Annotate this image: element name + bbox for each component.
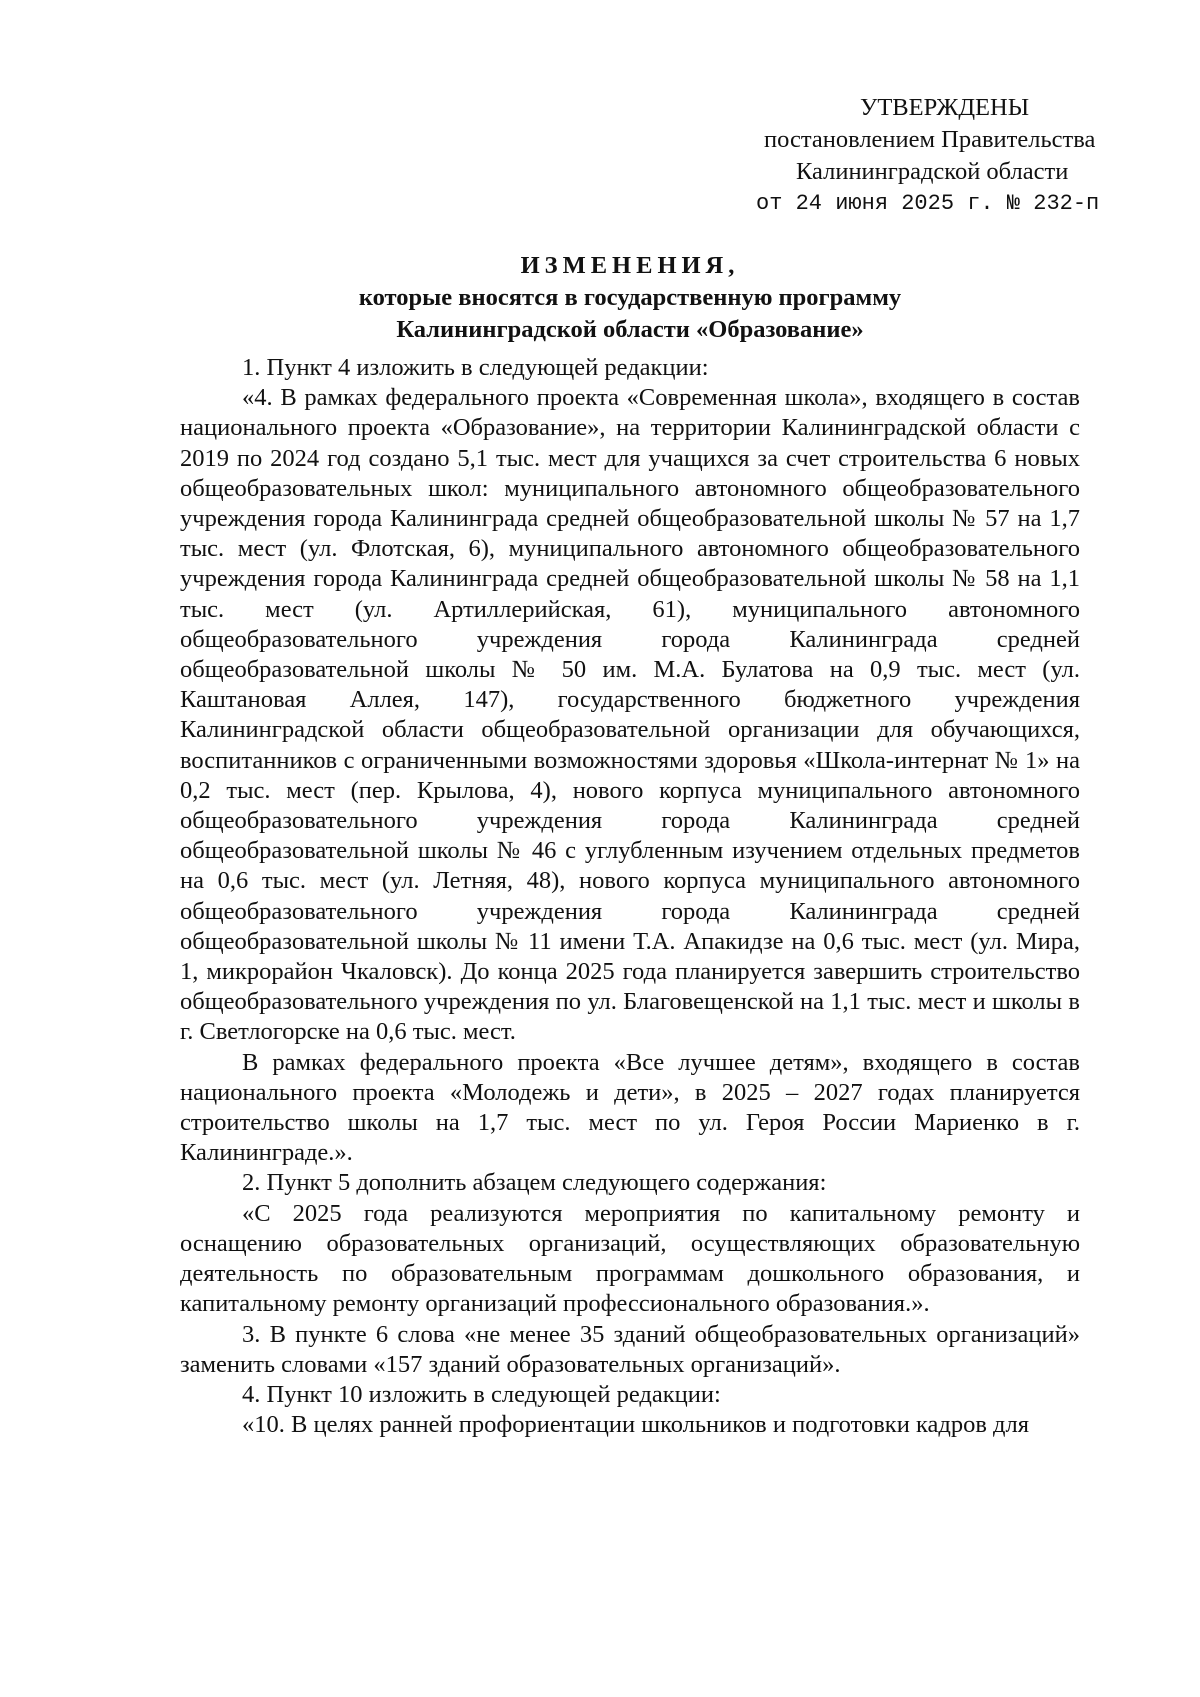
approval-line-resolution: постановлением Правительства bbox=[764, 126, 1096, 153]
paragraph-point-4-federal-project: В рамках федерального проекта «Все лучшее детям», входящего в состав национального проекта «Молодежь и дети», в 2025 – 2027 годах планируется строительство школы на 1,7 тыс. мест по ул. Героя России Мариенко в г. Калининграде.». bbox=[180, 1048, 1080, 1167]
document-body bbox=[180, 353, 1080, 1440]
paragraph-item-3: 3. В пункте 6 слова «не менее 35 зданий общеобразовательных организаций» заменить словами «157 зданий образовательных организаций». bbox=[180, 1320, 1080, 1378]
approval-title: УТВЕРЖДЕНЫ bbox=[860, 94, 1030, 121]
paragraph-item-4: 4. Пункт 10 изложить в следующей редакции: bbox=[242, 1380, 721, 1408]
paragraph-item-2: 2. Пункт 5 дополнить абзацем следующего содержания: bbox=[242, 1169, 827, 1197]
paragraph-point-4-text: «4. В рамках федерального проекта «Современная школа», входящего в состав национального проекта «Образование», на территории Калининградской области с 2019 по 2024 год создано 5,1 тыс. мест для учащихся за счет строительства 6 новых общеобразовательных школ: муниципального автономного общеобразовательного учреждения города Калининграда средней общеобразовательной школы № 57 на 1,7 тыс. мест (ул. Флотская, 6), муниципального автономного общеобразовательного учреждения города Калининграда средней общеобразовательной школы № 58 на 1,1 тыс. мест (ул. Артиллерийская, 61), муниципального автономного общеобразовательного учреждения города Калининграда средней общеобразовательной школы № 50 им. М.А. Булатова на 0,9 тыс. мест (ул. Каштановая Аллея, 147), государственного бюджетного учреждения Калининградской области общеобразовательной организации для обучающихся, воспитанников с ограниченными возможностями здоровья «Школа-интернат № 1» на 0,2 тыс. мест (пер. Крылова, 4), нового корпуса муниципального автономного общеобразовательного учреждения города Калининграда средней общеобразовательной школы № 46 с углубленным изучением отдельных предметов на 0,6 тыс. мест (ул. Летняя, 48), нового корпуса муниципального автономного общеобразовательного учреждения города Калининграда средней общеобразовательной школы № 11 имени Т.А. Апакидзе на 0,6 тыс. мест (ул. Мира, 1, микрорайон Чкаловск). До конца 2025 года планируется завершить строительство общеобразовательного учреждения по ул. Благовещенской на 1,1 тыс. мест и школы в г. Светлогорске на 0,6 тыс. мест. bbox=[180, 384, 1080, 1046]
approval-line-date-number: от 24 июня 2025 г. № 232-п bbox=[756, 191, 1100, 216]
heading-line-2: которые вносятся в государственную программу bbox=[358, 284, 902, 311]
heading-line-3: Калининградской области «Образование» bbox=[396, 316, 864, 343]
paragraph-point-5-addition: «С 2025 года реализуются мероприятия по капитальному ремонту и оснащению образовательных организаций, осуществляющих образовательную деятельность по образовательным программам дошкольного образования, и капитальному ремонту организаций профессионального образования.». bbox=[180, 1199, 1080, 1318]
heading-main: ИЗМЕНЕНИЯ, bbox=[520, 252, 740, 279]
paragraph-item-1: 1. Пункт 4 изложить в следующей редакции: bbox=[242, 354, 709, 381]
document-heading bbox=[180, 250, 1080, 346]
approval-line-region: Калининградской области bbox=[796, 158, 1069, 185]
approval-stamp bbox=[740, 92, 1140, 220]
paragraph-point-10-start: «10. В целях ранней профориентации школьников и подготовки кадров для bbox=[242, 1411, 1029, 1439]
